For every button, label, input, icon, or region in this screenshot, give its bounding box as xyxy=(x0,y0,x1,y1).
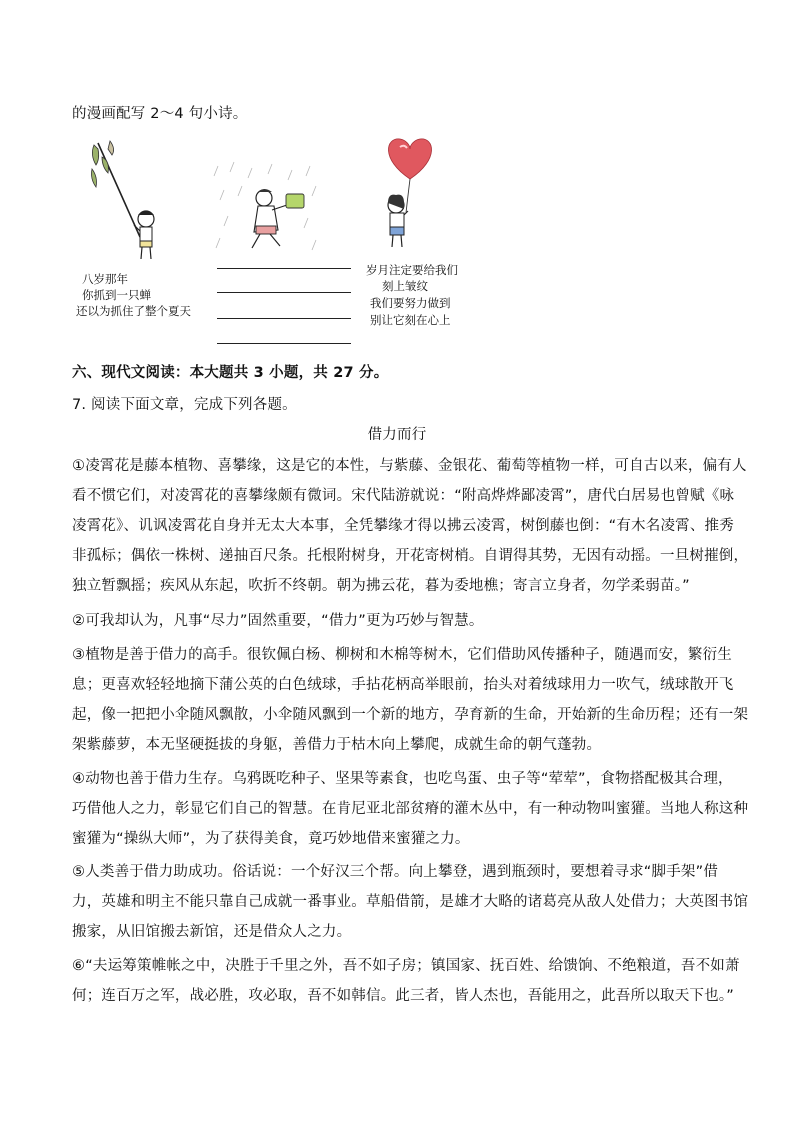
article-line: 起，像一把把小伞随风飘散，小伞随风飘到一个新的地方，孕育新的生命，开始新的生命历程；还有一架 xyxy=(72,707,749,723)
article-line: ③植物是善于借力的高手。很钦佩白杨、柳树和木棉等树木，它们借助风传播种子，随遇而安，繁衍生 xyxy=(72,647,732,663)
article-line: ⑥“夫运筹策帷帐之中，决胜于千里之外，吾不如子房；镇国家、抚百姓、给馈饷、不绝粮道，吾不如萧 xyxy=(72,958,740,974)
article-line: 看不惯它们，对凌霄花的喜攀缘颇有微词。宋代陆游就说：“附高烨烨鄙凌霄”，唐代白居易也曾赋《咏 xyxy=(72,488,735,504)
article-line: 非孤标；偶依一株树、递抽百尺条。托根附树身，开花寄树梢。自谓得其势，无因有动摇。一旦树摧倒， xyxy=(72,548,749,564)
article-line: 凌霄花》、讥讽凌霄花自身并无太大本事，全凭攀缘才得以拂云凌霄，树倒藤也倒：“有木名凌霄、推秀 xyxy=(72,518,734,534)
article-line: 巧借他人之力，彰显它们自己的智慧。在肯尼亚北部贫瘠的灌木丛中，有一种动物叫蜜獾。当地人称这种 xyxy=(72,801,749,817)
article-line: ④动物也善于借力生存。乌鸦既吃种子、坚果等素食，也吃鸟蛋、虫子等“荤荤”，食物搭配极其合理， xyxy=(72,771,733,787)
article-line: ①凌霄花是藤本植物、喜攀缘，这是它的本性，与紫藤、金银花、葡萄等植物一样，可自古以来，偏有人 xyxy=(72,458,747,474)
comic-left-caption-line-3: 还以为抓住了整个夏天 xyxy=(76,304,191,318)
article-line: ②可我却认为，凡事“尽力”固然重要，“借力”更为巧妙与智慧。 xyxy=(72,613,484,629)
answer-blank-line-3[interactable] xyxy=(217,318,351,319)
comic-right-caption-line-3: 我们要努力做到 xyxy=(370,296,451,310)
article-line: 架紫藤萝，本无坚硬挺拔的身躯，善借力于枯木向上攀爬，成就生命的朝气蓬勃。 xyxy=(72,737,602,753)
question-prompt: 7. 阅读下面文章，完成下列各题。 xyxy=(72,397,297,413)
article-title: 借力而行 xyxy=(367,427,427,443)
section-title: 六、现代文阅读：本大题共 3 小题，共 27 分。 xyxy=(72,365,389,381)
article-line: 何；连百万之军，战必胜，攻必取，吾不如韩信。此三者，皆人杰也，吾能用之，此吾所以取天下也。” xyxy=(72,988,734,1004)
comic-heart-balloon-image xyxy=(370,135,450,255)
article-line: ⑤人类善于借力助成功。俗话说：一个好汉三个帮。向上攀登，遇到瓶颈时，要想着寻求“脚手架”借 xyxy=(72,864,719,880)
comic-boy-cicada-image xyxy=(80,135,200,265)
comic-right-caption-line-1: 岁月注定要给我们 xyxy=(366,263,458,277)
article-line: 息；更喜欢轻轻地摘下蒲公英的白色绒球，手拈花柄高举眼前，抬头对着绒球用力一吹气，绒球散开飞 xyxy=(72,677,734,693)
comic-right-caption-line-4: 别让它刻在心上 xyxy=(370,313,451,327)
intro-text: 的漫画配写 2～4 句小诗。 xyxy=(72,106,248,122)
article-line: 独立暂飘摇；疾风从东起，吹折不终朝。朝为拂云花，暮为委地樵；寄言立身者，勿学柔弱苗。” xyxy=(72,578,690,594)
comic-right-caption-line-2: 刻上皱纹 xyxy=(382,279,428,293)
answer-blank-line-1[interactable] xyxy=(217,268,351,269)
comic-left-caption-line-2: 你抓到一只蝉 xyxy=(82,288,151,302)
comic-rain-child-image xyxy=(212,160,332,260)
answer-blank-line-4[interactable] xyxy=(217,343,351,344)
article-line: 蜜獾为“操纵大师”，为了获得美食，竟巧妙地借来蜜獾之力。 xyxy=(72,831,470,847)
answer-blank-line-2[interactable] xyxy=(217,292,351,293)
article-line: 力，英雄和明主不能只靠自己成就一番事业。草船借箭，是雄才大略的诸葛亮从敌人处借力；大英图书馆 xyxy=(72,894,749,910)
comic-left-caption-line-1: 八岁那年 xyxy=(82,272,128,286)
article-line: 搬家，从旧馆搬去新馆，还是借众人之力。 xyxy=(72,924,352,940)
